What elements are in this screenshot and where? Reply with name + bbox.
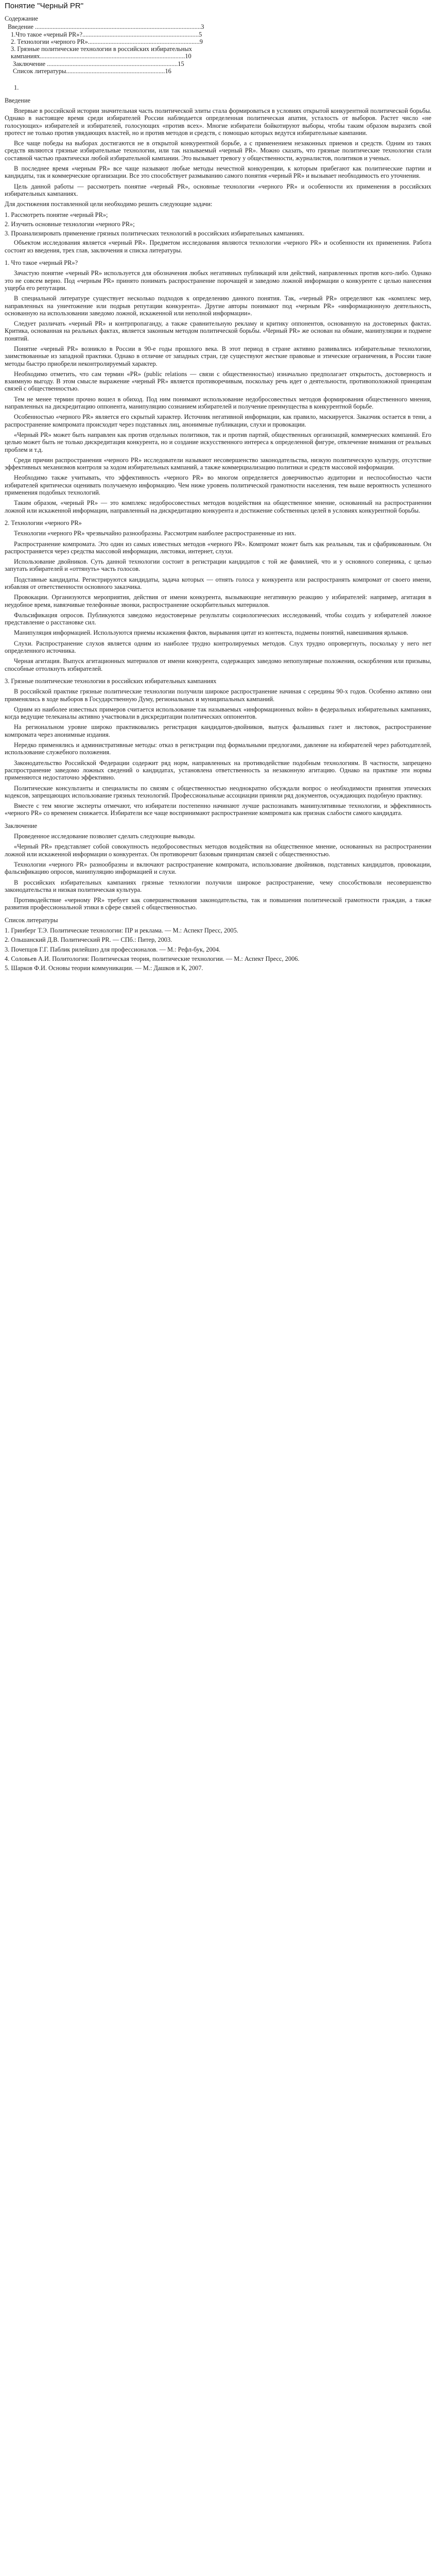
bibliography-item: 1. Гринберг Т.Э. Политические технологии: ПР и реклама. — М.: Аспект Пресс, 2005. [5,926,238,934]
toc-entry: Список литературы..............................................................16 [13,67,171,75]
chapter1-paragraph: Особенностью «черного PR» является его скрытый характер. Источник негативной информации, как правило, маскируется. Заказчик остается в тени, а распространение компромата происходит через подставных лиц, анонимные публикации, слухи и провокации. [5,413,431,428]
bibliography-item: 3. Почепцов Г.Г. Паблик рилейшнз для профессионалов. — М.: Рефл-бук, 2004. [5,945,221,953]
chapter1-paragraph: Следует различать «черный PR» и контрпропаганду, а также сравнительную рекламу и критику оппонентов, основанную на достоверных фактах. Критика, основанная на реальных фактах, является законным методом политической борьбы. «Черный PR» же основан на обмане, манипуляции и подмене понятий. [5,320,431,342]
chapter3-heading: 3. Грязные политические технологии в российских избирательных кампаниях [5,677,217,685]
chapter2-paragraph: Манипуляция информацией. Используются приемы искажения фактов, вырывания цитат из контекста, подмены понятий, навешивания ярлыков. [14,629,409,637]
conclusion-paragraph: В российских избирательных кампаниях грязные технологии получили широкое распространение, чему способствовали несовершенство законодательства и низкая политическая культура. [5,878,431,893]
chapter1-paragraph: Среди причин распространения «черного PR» исследователи называют несовершенство законодательства, низкую политическую культуру, отсутствие эффективных механизмов контроля за ходом избирательных кампаний, а также коммерциализацию политики и средств массовой информации. [5,456,431,471]
chapter3-paragraph: На региональном уровне широко практиковались регистрация кандидатов-двойников, выпуск фальшивых газет и листовок, распространение компромата через анонимные издания. [5,723,431,738]
conclusion-paragraph: Проведенное исследование позволяет сделать следующие выводы. [14,833,196,840]
chapter2-paragraph: Технологии «черного PR» чрезвычайно разнообразны. Рассмотрим наиболее распространенные из них. [14,530,297,537]
bibliography-item: 2. Ольшанский Д.В. Политический PR. — СПб.: Питер, 2003. [5,936,172,944]
chapter2-paragraph: Использование двойников. Суть данной технологии состоит в регистрации кандидатов с той же фамилией, что и у основного соперника, с целью запутать избирателей и «оттянуть» часть голосов. [5,558,431,573]
chapter3-paragraph: Одним из наиболее известных примеров считается использование так называемых «информационных войн» в федеральных избирательных кампаниях, когда ведущие телеканалы активно участвовали в дискредитации политических оппонентов. [5,705,431,721]
chapter1-paragraph: Понятие «черный PR» возникло в России в 90-е годы прошлого века. В этот период в стране активно развивались избирательные технологии, заимствованные из западной практики. Однако в отличие от западных стран, где существуют жесткие правовые и этические ограничения, в России такие методы быстро приобрели неконтролируемый характер. [5,345,431,367]
chapter1-paragraph: «Черный PR» может быть направлен как против отдельных политиков, так и против партий, общественных организаций, коммерческих компаний. Его целью может быть не только дискредитация конкурента, но и создание искусственного интереса к определенной фигуре, отвлечение внимания от реальных проблем и т.д. [5,431,431,453]
task-item: 3. Проанализировать применение грязных политических технологий в российских избирательных кампаниях. [5,230,305,238]
tasks-intro: Для достижения поставленной цели необходимо решить следующие задачи: [5,200,213,208]
chapter1-paragraph: Необходимо также учитывать, что эффективность «черного PR» во многом определяется доверчивостью аудитории и неспособностью части избирателей критически оценивать получаемую информацию. Чем ниже уровень политической грамотности населения, тем выше вероятность успешного применения подобных технологий. [5,474,431,497]
chapter2-paragraph: Черная агитация. Выпуск агитационных материалов от имени конкурента, содержащих заведомо непопулярные положения, оскорбления или призывы, способные оттолкнуть избирателей. [5,657,431,672]
task-item: 2. Изучить основные технологии «черного PR»; [5,220,135,228]
chapter3-paragraph: Вместе с тем многие эксперты отмечают, что избиратели постепенно начинают лучше распознавать манипулятивные технологии, и эффективность «черного PR» со временем снижается. Избиратели все чаще воспринимают распространение компромата как признак слабости самого кандидата. [5,802,431,817]
chapter3-paragraph: В российской практике грязные политические технологии получили широкое распространение начиная с середины 90-х годов. Особенно активно они применялись в ходе выборов в Государственную Думу, региональных и муниципальных кампаний. [5,688,431,703]
bibliography-item: 5. Шарков Ф.И. Основы теории коммуникации. — М.: Дашков и К, 2007. [5,964,203,972]
toc-entry: Заключение ..................................................................................15 [13,60,184,67]
chapter1-paragraph: Таким образом, «черный PR» — это комплекс недобросовестных методов воздействия на общественное мнение, основанный на распространении ложной или искаженной информации, направленный на дискредитацию конкурента и достижение собственных целей в условиях конкурентной борьбы. [5,499,431,514]
bibliography-list [5,927,431,972]
toc-entry: 1.Что такое «черный PR»?.........................................................................5 [11,30,202,38]
section-number: 1. [14,84,19,92]
bibliography-heading: Список литературы [5,916,58,924]
conclusion-paragraph: Технологии «черного PR» разнообразны и включают распространение компромата, использование двойников, подставных кандидатов, провокации, фальсификацию опросов, манипуляцию информацией и слухи. [5,860,431,876]
chapter2-paragraph: Провокации. Организуются мероприятия, действия от имени конкурента, вызывающие негативную реакцию у избирателей: например, агитация в неудобное время, навязчивые телефонные звонки, распространение оскорбительных материалов. [5,594,431,608]
chapter1-paragraph: Тем не менее термин прочно вошел в обиход. Под ним понимают использование недобросовестных методов формирования общественного мнения, направленных на дискредитацию оппонента, манипуляцию сознанием избирателей и получение преимущества в конкурентной борьбе. [5,395,431,411]
toc-entry: 3. Грязные политические технологии в российских избирательных [11,45,192,53]
document [0,0,436,993]
chapter3-paragraph: Законодательство Российской Федерации содержит ряд норм, направленных на противодействие подобным технологиям. В частности, запрещено распространение заведомо ложных сведений о кандидатах, установлена ответственность за незаконную агитацию. Однако на практике эти нормы применяются недостаточно эффективно. [5,759,431,782]
intro-heading: Введение [5,96,30,104]
intro-paragraph: Все чаще победы на выборах достигаются не в открытой конкурентной борьбе, а с применением незаконных приемов и средств. Одним из таких средств являются грязные избирательные технологии, или так называемый «черный PR». Можно сказать, что грязные политические технологии стали составной частью практически любой избирательной кампании. Это вызывает тревогу у общественности, журналистов, политиков и ученых. [5,140,431,162]
tasks-list [5,211,431,238]
chapter2-section [5,530,431,672]
chapter2-paragraph: Фальсификация опросов. Публикуются заведомо недостоверные результаты социологических исследований, чтобы создать у избирателей ложное представление о расстановке сил. [5,611,431,626]
page-title: Понятие "Черный PR" [5,2,84,10]
task-item: 1. Рассмотреть понятие «черный PR»; [5,211,108,218]
chapter1-section [5,269,431,514]
chapter1-heading: 1. Что такое «черный PR»? [5,259,78,267]
chapter1-paragraph: В специальной литературе существует несколько подходов к определению данного понятия. Так, «черный PR» определяют как «комплекс мер, направленных на уничтожение или подрыв репутации конкурента». Другие авторы понимают под «черным PR» «информационную деятельность, основанную на использовании заведомо ложной, искаженной или неполной информации». [5,295,431,317]
chapter3-paragraph: Нередко применялись и административные методы: отказ в регистрации под формальными предлогами, давление на избирателей через работодателей, использование служебного положения. [5,741,431,756]
intro-closing: Объектом исследования является «черный PR». Предметом исследования являются технологии «черного PR» и особенности их применения. Работа состоит из введения, трех глав, заключения и списка литературы. [5,239,431,254]
chapter2-paragraph: Слухи. Распространение слухов является одним из наиболее трудно контролируемых методов. Слух трудно опровергнуть, поскольку у него нет определенного источника. [5,639,431,655]
chapter2-paragraph: Распространение компромата. Это один из самых известных методов «черного PR». Компромат может быть как реальным, так и сфабрикованным. Он распространяется через средства массовой информации, листовки, интернет, слухи. [5,540,431,555]
intro-paragraph: Цель данной работы — рассмотреть понятие «черный PR», основные технологии «черного PR» и особенности их применения в российских избирательных кампаниях. [5,182,431,197]
chapter3-paragraph: Политические консультанты и специалисты по связям с общественностью неоднократно обсуждали вопрос о необходимости принятия этических кодексов, запрещающих использование грязных технологий. Профессиональные ассоциации приняли ряд документов, осуждающих подобную практику. [5,784,431,799]
conclusion-heading: Заключение [5,822,38,829]
conclusion-paragraph: «Черный PR» представляет собой совокупность недобросовестных методов воздействия на общественное мнение, основанных на распространении ложной или искаженной информации о конкурентах. Он противоречит базовым принципам связей с общественностью. [5,843,431,858]
intro-paragraph: Впервые в российской истории значительная часть политической элиты стала формироваться в условиях открытой конкурентной политической борьбы. Однако в настоящее время среди избирателей России наблюдается определенная политическая апатия, усталость от выборов. Растет число «не голосующих» избирателей и избирателей, голосующих «против всех». Многие избиратели бойкотируют выборы, чтобы таким образом выразить свой протест не только против увядающих властей, но и против методов и средств, с помощью которых ведутся избирательные кампании. [5,107,431,137]
chapter3-section [5,688,431,817]
chapter2-heading: 2. Технологии «черного PR» [5,519,82,527]
toc-entry: кампаниях...........................................................................................10 [11,53,191,60]
toc-heading: Содержание [5,15,38,22]
conclusion-section [5,833,431,911]
table-of-contents [5,23,431,75]
chapter2-paragraph: Подставные кандидаты. Регистрируются кандидаты, задача которых — отнять голоса у конкурента или распространять компромат от своего имени, избавляя от ответственности основного заказчика. [5,575,431,590]
chapter1-paragraph: Необходимо отметить, что сам термин «PR» (public relations — связи с общественностью) изначально предполагает открытость, достоверность и взаимную выгоду. В этом смысле выражение «черный PR» является противоречивым, поскольку речь идет о деятельности, противоположной принципам связей с общественностью. [5,370,431,393]
intro-section [5,107,431,197]
toc-entry: Введение ........................................................................................................3 [8,23,204,31]
chapter1-paragraph: Зачастую понятие «черный PR» используется для обозначения любых негативных публикаций или действий, направленных против кого-либо. Однако это не совсем верно. Под «черным PR» принято понимать распространение порочащей и заведомо ложной информации о конкуренте с целью нанесения ущерба его репутации. [5,269,431,292]
bibliography-item: 4. Соловьев А.И. Политология: Политическая теория, политические технологии. — М.: Аспект Пресс, 2006. [5,955,300,962]
conclusion-paragraph: Противодействие «черному PR» требует как совершенствования законодательства, так и повышения политической грамотности граждан, а также развития профессиональной этики в сфере связей с общественностью. [5,896,431,911]
toc-entry: 2. Технологии «черного PR»......................................................................9 [11,38,203,45]
intro-paragraph: В последнее время «черным PR» все чаще называют любые методы нечестной конкуренции, к которым прибегают как политические партии и кандидаты, так и коммерческие организации. Все это способствует размыванию самого понятия «черный PR» и вызывает необходимость его уточнения. [5,165,431,180]
